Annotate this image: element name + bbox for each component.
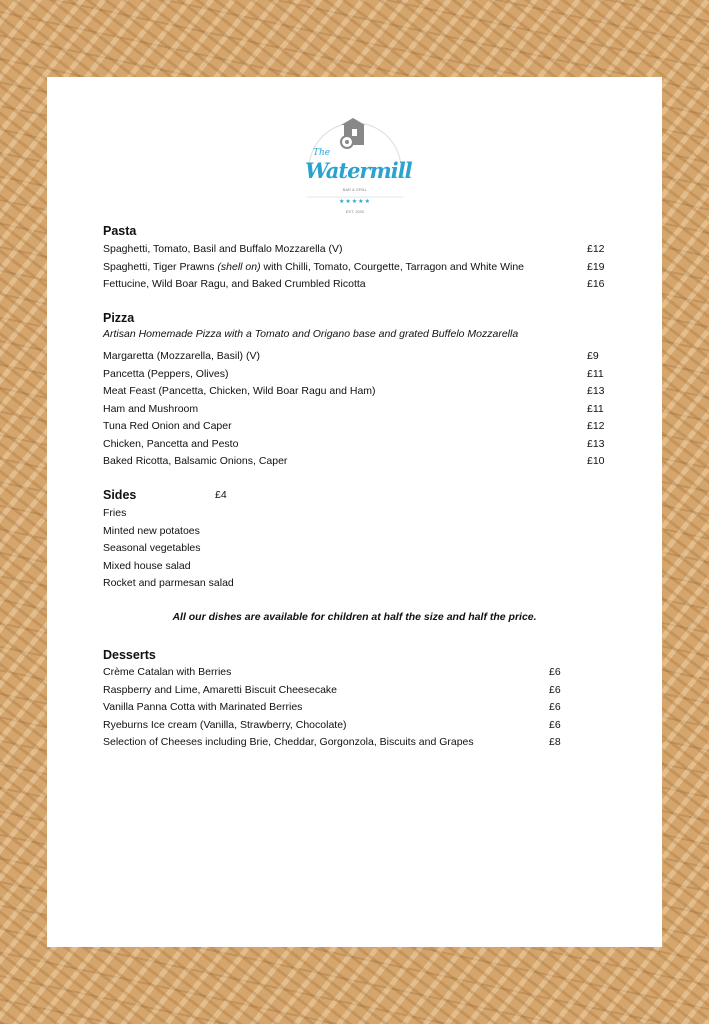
menu-item: Tuna Red Onion and Caper xyxy=(103,420,232,432)
section-title-pizza: Pizza xyxy=(103,311,135,325)
item-text: (shell on) xyxy=(217,260,261,273)
side-item: Minted new potatoes xyxy=(103,524,200,537)
menu-item xyxy=(103,278,366,291)
item-price: £12 xyxy=(587,243,605,255)
menu-item: Pancetta (Peppers, Olives) xyxy=(103,367,229,380)
item-price: £16 xyxy=(587,278,605,290)
item-text: Spaghetti, Tomato, Basil and Buffalo Mozzarella (V) xyxy=(103,243,343,255)
menu-item: Baked Ricotta, Balsamic Onions, Caper xyxy=(103,455,288,467)
item-text: Spaghetti, Tiger Prawns xyxy=(103,260,218,273)
logo-sub: BAR & GRILL xyxy=(342,187,368,192)
menu-item xyxy=(103,243,343,256)
side-item: Rocket and parmesan salad xyxy=(103,577,234,589)
menu-page xyxy=(47,77,662,947)
menu-item: Vanilla Panna Cotta with Marinated Berries xyxy=(103,701,303,713)
item-price: £8 xyxy=(549,736,561,748)
sides-price: £4 xyxy=(215,489,227,501)
menu-item: Chicken, Pancetta and Pesto xyxy=(103,437,239,450)
item-price: £6 xyxy=(549,666,561,678)
logo-est: EST. 2000 xyxy=(345,209,365,214)
logo-stars: ★★★★★ xyxy=(339,199,371,205)
menu-item: Raspberry and Lime, Amaretti Biscuit Cheesecake xyxy=(103,683,338,696)
item-price: £12 xyxy=(587,420,605,432)
menu-item: Selection of Cheeses including Brie, Cheddar, Gorgonzola, Biscuits and Grapes xyxy=(103,736,474,748)
item-text: Fettucine, Wild Boar Ragu, and Baked Crumbled Ricotta xyxy=(103,278,366,290)
menu-item: Meat Feast (Pancetta, Chicken, Wild Boar Ragu and Ham) xyxy=(103,385,376,397)
menu-item: Margaretta (Mozzarella, Basil) (V) xyxy=(103,350,260,362)
item-price: £11 xyxy=(587,367,604,380)
item-price: £6 xyxy=(549,701,561,713)
item-price: £19 xyxy=(587,260,605,273)
item-text: with Chilli, Tomato, Courgette, Tarragon and White Wine xyxy=(260,260,524,273)
item-price: £11 xyxy=(587,402,604,415)
menu-item xyxy=(103,261,524,274)
menu-item: Ryeburns Ice cream (Vanilla, Strawberry, Chocolate) xyxy=(103,718,347,731)
side-item: Fries xyxy=(103,507,127,519)
side-item: Mixed house salad xyxy=(103,559,191,572)
item-price: £6 xyxy=(549,718,561,731)
menu-item: Ham and Mushroom xyxy=(103,402,199,415)
item-price: £13 xyxy=(587,437,605,450)
item-price: £10 xyxy=(587,455,605,467)
pizza-subtitle: Artisan Homemade Pizza with a Tomato and Origano base and grated Buffelo Mozzarella xyxy=(103,328,519,340)
item-price: £9 xyxy=(587,350,599,362)
side-item: Seasonal vegetables xyxy=(103,542,201,554)
watermill-logo xyxy=(305,117,412,217)
logo-the: The xyxy=(313,148,331,158)
children-note: All our dishes are available for children at half the size and half the price. xyxy=(172,611,537,623)
section-title-sides: Sides xyxy=(103,488,137,502)
menu-item: Crème Catalan with Berries xyxy=(103,666,232,678)
section-title-pasta: Pasta xyxy=(103,224,137,238)
item-price: £6 xyxy=(549,683,561,696)
item-price: £13 xyxy=(587,385,605,397)
section-title-desserts: Desserts xyxy=(103,648,156,662)
logo-name: Watermill xyxy=(305,158,412,183)
